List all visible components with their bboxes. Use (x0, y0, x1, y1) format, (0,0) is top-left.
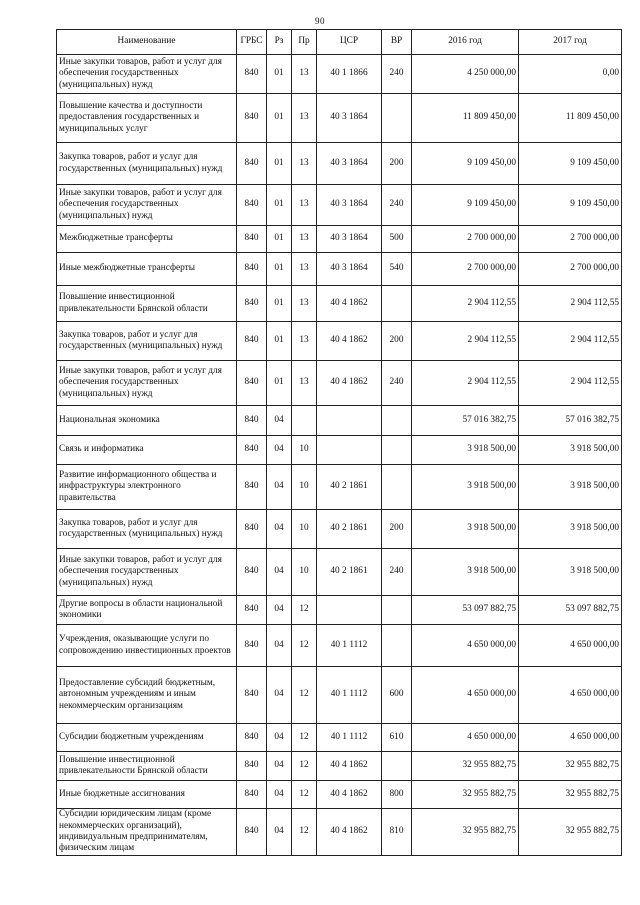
table-row (57, 809, 622, 856)
row-2017-amount-cell: 32 955 882,75 (519, 809, 622, 856)
row-2017-amount-cell: 57 016 382,75 (519, 406, 622, 436)
row-2016-amount-cell: 9 109 450,00 (412, 143, 519, 185)
row-pr-cell: 12 (292, 667, 317, 724)
row-grbs-cell: 840 (237, 226, 267, 253)
row-grbs-cell: 840 (237, 322, 267, 361)
row-csr-cell: 40 3 1864 (317, 253, 382, 286)
row-vr-cell: 500 (382, 226, 412, 253)
row-rz-cell: 04 (267, 596, 292, 625)
row-pr-cell: 13 (292, 322, 317, 361)
row-csr-cell: 40 2 1861 (317, 465, 382, 510)
row-vr-cell: 540 (382, 253, 412, 286)
row-name-cell: Другие вопросы в области национальной экономики (57, 596, 237, 625)
row-vr-cell: 240 (382, 55, 412, 94)
row-2016-amount-cell: 11 809 450,00 (412, 94, 519, 143)
row-rz-cell: 01 (267, 94, 292, 143)
row-rz-cell: 04 (267, 809, 292, 856)
row-rz-cell: 04 (267, 510, 292, 549)
row-name-cell: Иные закупки товаров, работ и услуг для обеспечения государственных (муниципальных) нужд (57, 361, 237, 406)
table-row (57, 322, 622, 361)
row-2016-amount-cell: 32 955 882,75 (412, 781, 519, 809)
table-row (57, 667, 622, 724)
table-row (57, 752, 622, 781)
row-name-cell: Повышение инвестиционной привлекательности Брянской области (57, 286, 237, 322)
row-csr-cell: 40 1 1866 (317, 55, 382, 94)
row-2017-amount-cell: 2 700 000,00 (519, 253, 622, 286)
row-name-cell: Развитие информационного общества и инфраструктуры электронного правительства (57, 465, 237, 510)
row-name-cell: Иные бюджетные ассигнования (57, 781, 237, 809)
row-grbs-cell: 840 (237, 465, 267, 510)
row-2017-amount-cell: 2 904 112,55 (519, 286, 622, 322)
table-row (57, 253, 622, 286)
row-rz-cell: 04 (267, 406, 292, 436)
row-csr-cell: 40 4 1862 (317, 322, 382, 361)
row-grbs-cell: 840 (237, 752, 267, 781)
row-2016-amount-cell: 3 918 500,00 (412, 465, 519, 510)
row-2016-amount-cell: 4 650 000,00 (412, 667, 519, 724)
row-pr-cell: 13 (292, 143, 317, 185)
row-pr-cell: 12 (292, 781, 317, 809)
row-vr-cell: 200 (382, 322, 412, 361)
row-2016-amount-cell: 2 904 112,55 (412, 361, 519, 406)
row-grbs-cell: 840 (237, 55, 267, 94)
column-header-2017: 2017 год (519, 30, 622, 55)
row-2017-amount-cell: 32 955 882,75 (519, 752, 622, 781)
row-rz-cell: 04 (267, 724, 292, 752)
table-row (57, 625, 622, 667)
row-name-cell: Повышение инвестиционной привлекательности Брянской области (57, 752, 237, 781)
row-2016-amount-cell: 2 700 000,00 (412, 226, 519, 253)
row-name-cell: Иные межбюджетные трансферты (57, 253, 237, 286)
row-2017-amount-cell: 2 904 112,55 (519, 361, 622, 406)
row-2017-amount-cell: 9 109 450,00 (519, 185, 622, 226)
budget-table (56, 29, 622, 856)
row-rz-cell: 01 (267, 322, 292, 361)
row-vr-cell: 810 (382, 809, 412, 856)
column-header-csr: ЦСР (317, 30, 382, 55)
row-csr-cell: 40 3 1864 (317, 94, 382, 143)
row-name-cell: Иные закупки товаров, работ и услуг для обеспечения государственных (муниципальных) нужд (57, 55, 237, 94)
row-2016-amount-cell: 4 650 000,00 (412, 724, 519, 752)
row-rz-cell: 01 (267, 55, 292, 94)
row-grbs-cell: 840 (237, 667, 267, 724)
row-vr-cell: 610 (382, 724, 412, 752)
page-number: 90 (315, 16, 325, 26)
row-csr-cell: 40 1 1112 (317, 625, 382, 667)
row-2017-amount-cell: 2 904 112,55 (519, 322, 622, 361)
row-2016-amount-cell: 32 955 882,75 (412, 752, 519, 781)
table-row (57, 724, 622, 752)
row-name-cell: Предоставление субсидий бюджетным, автономным учреждениям и иным некоммерческим организациям (57, 667, 237, 724)
column-header-rz: Рз (267, 30, 292, 55)
row-grbs-cell: 840 (237, 510, 267, 549)
row-2016-amount-cell: 3 918 500,00 (412, 510, 519, 549)
row-rz-cell: 04 (267, 465, 292, 510)
row-2016-amount-cell: 2 904 112,55 (412, 322, 519, 361)
row-2017-amount-cell: 53 097 882,75 (519, 596, 622, 625)
row-rz-cell: 04 (267, 436, 292, 465)
row-2016-amount-cell: 57 016 382,75 (412, 406, 519, 436)
row-grbs-cell: 840 (237, 436, 267, 465)
table-row (57, 143, 622, 185)
row-2016-amount-cell: 2 700 000,00 (412, 253, 519, 286)
row-rz-cell: 04 (267, 752, 292, 781)
row-grbs-cell: 840 (237, 406, 267, 436)
row-csr-cell: 40 2 1861 (317, 510, 382, 549)
row-name-cell: Иные закупки товаров, работ и услуг для обеспечения государственных (муниципальных) нужд (57, 549, 237, 596)
row-rz-cell: 01 (267, 253, 292, 286)
row-2017-amount-cell: 3 918 500,00 (519, 465, 622, 510)
row-2017-amount-cell: 32 955 882,75 (519, 781, 622, 809)
row-pr-cell (292, 406, 317, 436)
table-row (57, 55, 622, 94)
row-pr-cell: 13 (292, 286, 317, 322)
row-vr-cell: 600 (382, 667, 412, 724)
row-rz-cell: 01 (267, 226, 292, 253)
row-grbs-cell: 840 (237, 286, 267, 322)
row-csr-cell: 40 1 1112 (317, 724, 382, 752)
row-csr-cell: 40 4 1862 (317, 361, 382, 406)
row-2016-amount-cell: 3 918 500,00 (412, 549, 519, 596)
table-row (57, 549, 622, 596)
column-header-grbs: ГРБС (237, 30, 267, 55)
row-2017-amount-cell: 0,00 (519, 55, 622, 94)
row-name-cell: Закупка товаров, работ и услуг для государственных (муниципальных) нужд (57, 510, 237, 549)
table-header-row (57, 30, 622, 55)
row-grbs-cell: 840 (237, 549, 267, 596)
column-header-2016: 2016 год (412, 30, 519, 55)
row-name-cell: Субсидии юридическим лицам (кроме некоммерческих организаций), индивидуальным предпринимателям, физическим лицам (57, 809, 237, 856)
row-grbs-cell: 840 (237, 185, 267, 226)
row-pr-cell: 13 (292, 55, 317, 94)
row-2016-amount-cell: 3 918 500,00 (412, 436, 519, 465)
row-grbs-cell: 840 (237, 809, 267, 856)
row-2017-amount-cell: 3 918 500,00 (519, 549, 622, 596)
row-rz-cell: 01 (267, 143, 292, 185)
table-row (57, 286, 622, 322)
row-rz-cell: 04 (267, 549, 292, 596)
row-rz-cell: 01 (267, 361, 292, 406)
row-pr-cell: 10 (292, 549, 317, 596)
row-2016-amount-cell: 32 955 882,75 (412, 809, 519, 856)
row-csr-cell: 40 4 1862 (317, 781, 382, 809)
row-2017-amount-cell: 4 650 000,00 (519, 724, 622, 752)
table-row (57, 596, 622, 625)
row-name-cell: Связь и информатика (57, 436, 237, 465)
row-vr-cell: 240 (382, 361, 412, 406)
row-vr-cell (382, 596, 412, 625)
row-vr-cell: 240 (382, 185, 412, 226)
row-vr-cell (382, 406, 412, 436)
table-row (57, 361, 622, 406)
row-name-cell: Учреждения, оказывающие услуги по сопровождению инвестиционных проектов (57, 625, 237, 667)
row-name-cell: Закупка товаров, работ и услуг для государственных (муниципальных) нужд (57, 143, 237, 185)
row-vr-cell (382, 752, 412, 781)
row-vr-cell (382, 436, 412, 465)
column-header-name: Наименование (57, 30, 237, 55)
table-row (57, 510, 622, 549)
column-header-vr: ВР (382, 30, 412, 55)
row-csr-cell: 40 1 1112 (317, 667, 382, 724)
row-2017-amount-cell: 9 109 450,00 (519, 143, 622, 185)
row-pr-cell: 12 (292, 596, 317, 625)
table-row (57, 226, 622, 253)
row-grbs-cell: 840 (237, 724, 267, 752)
row-vr-cell (382, 286, 412, 322)
row-vr-cell (382, 465, 412, 510)
table-row (57, 781, 622, 809)
row-vr-cell (382, 625, 412, 667)
row-rz-cell: 04 (267, 781, 292, 809)
row-pr-cell: 12 (292, 625, 317, 667)
row-pr-cell: 12 (292, 752, 317, 781)
row-csr-cell: 40 2 1861 (317, 549, 382, 596)
table-row (57, 406, 622, 436)
row-pr-cell: 10 (292, 465, 317, 510)
row-2016-amount-cell: 2 904 112,55 (412, 286, 519, 322)
row-2016-amount-cell: 4 650 000,00 (412, 625, 519, 667)
row-pr-cell: 13 (292, 253, 317, 286)
row-2017-amount-cell: 4 650 000,00 (519, 667, 622, 724)
row-grbs-cell: 840 (237, 253, 267, 286)
row-csr-cell (317, 596, 382, 625)
row-csr-cell (317, 406, 382, 436)
row-rz-cell: 01 (267, 286, 292, 322)
row-name-cell: Закупка товаров, работ и услуг для государственных (муниципальных) нужд (57, 322, 237, 361)
column-header-pr: Пр (292, 30, 317, 55)
row-2017-amount-cell: 3 918 500,00 (519, 436, 622, 465)
table-row (57, 185, 622, 226)
row-2016-amount-cell: 9 109 450,00 (412, 185, 519, 226)
row-2017-amount-cell: 4 650 000,00 (519, 625, 622, 667)
row-csr-cell: 40 4 1862 (317, 752, 382, 781)
row-grbs-cell: 840 (237, 94, 267, 143)
row-grbs-cell: 840 (237, 143, 267, 185)
row-pr-cell: 12 (292, 724, 317, 752)
row-grbs-cell: 840 (237, 625, 267, 667)
row-name-cell: Субсидии бюджетным учреждениям (57, 724, 237, 752)
row-name-cell: Национальная экономика (57, 406, 237, 436)
row-2017-amount-cell: 3 918 500,00 (519, 510, 622, 549)
row-pr-cell: 13 (292, 185, 317, 226)
row-csr-cell: 40 4 1862 (317, 286, 382, 322)
row-rz-cell: 01 (267, 185, 292, 226)
row-pr-cell: 12 (292, 809, 317, 856)
row-name-cell: Иные закупки товаров, работ и услуг для обеспечения государственных (муниципальных) нужд (57, 185, 237, 226)
row-csr-cell: 40 3 1864 (317, 185, 382, 226)
row-pr-cell: 10 (292, 436, 317, 465)
row-vr-cell: 800 (382, 781, 412, 809)
row-grbs-cell: 840 (237, 781, 267, 809)
table-row (57, 465, 622, 510)
row-pr-cell: 13 (292, 361, 317, 406)
row-pr-cell: 10 (292, 510, 317, 549)
table-row (57, 436, 622, 465)
row-grbs-cell: 840 (237, 596, 267, 625)
row-csr-cell: 40 3 1864 (317, 226, 382, 253)
row-pr-cell: 13 (292, 94, 317, 143)
row-csr-cell (317, 436, 382, 465)
row-2017-amount-cell: 2 700 000,00 (519, 226, 622, 253)
row-2016-amount-cell: 4 250 000,00 (412, 55, 519, 94)
row-grbs-cell: 840 (237, 361, 267, 406)
row-vr-cell (382, 94, 412, 143)
row-vr-cell: 200 (382, 143, 412, 185)
row-csr-cell: 40 4 1862 (317, 809, 382, 856)
row-pr-cell: 13 (292, 226, 317, 253)
row-vr-cell: 240 (382, 549, 412, 596)
table-row (57, 94, 622, 143)
row-name-cell: Повышение качества и доступности предоставления государственных и муниципальных услуг (57, 94, 237, 143)
row-csr-cell: 40 3 1864 (317, 143, 382, 185)
row-2016-amount-cell: 53 097 882,75 (412, 596, 519, 625)
row-rz-cell: 04 (267, 625, 292, 667)
row-name-cell: Межбюджетные трансферты (57, 226, 237, 253)
row-rz-cell: 04 (267, 667, 292, 724)
row-vr-cell: 200 (382, 510, 412, 549)
row-2017-amount-cell: 11 809 450,00 (519, 94, 622, 143)
